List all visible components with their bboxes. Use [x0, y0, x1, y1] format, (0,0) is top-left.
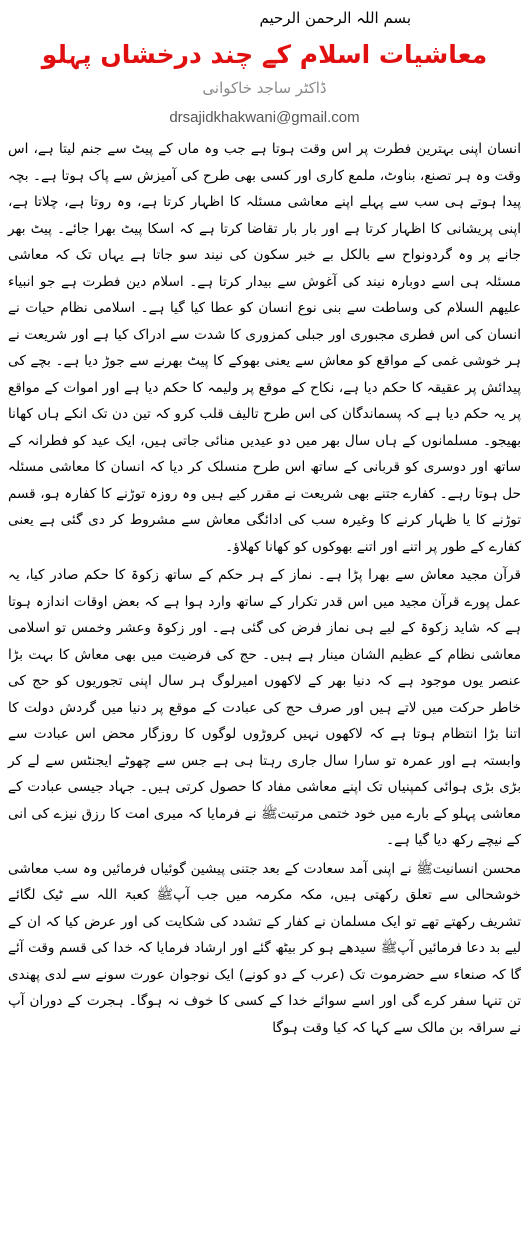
paragraph-2: قرآن مجید معاش سے بھرا پڑا ہے۔ نماز کے ہر حکم کے ساتھ زکوۃ کا حکم صادر کیا، یہ عمل پورے قرآن مجید میں اس قدر تکرار کے ساتھ وارد ہوا ہے کہ بعض اوقات اندازہ ہوتا ہے کہ شاید زکوۃ کے لیے ہی نماز فرض کی گئی ہے۔ اور زکوۃ وعشر وخمس تو اسلامی معاشی نظام کے عظیم الشان مینار ہے ہیں۔ حج کی فرضیت میں بھی معاش کا بہت بڑا عنصر یوں موجود ہے کہ دنیا بھر کے لاکھوں امیرلوگ ہر سال اپنی تجوریوں کو حج کی خاطر حرکت میں لاتے ہیں اور صرف حج کی عبادت کے موقع پر دنیا میں گردش دولت کا اتنا بڑا انتظام ہوتا ہے کہ لاکھوں نہیں کروڑوں لوگوں کا روزگار محض اس عبادت سے وابستہ ہے اور عمرہ تو سارا سال جاری رہتا ہی ہے جس سے چھوٹے ایجنٹس سے لے کر بڑی بڑی ہوائی کمپنیاں تک اپنے معاشی مفاد کا حصول کرتی ہیں۔ جہاد جیسی عبادت کے معاشی پہلو کے بارے میں خود ختمی مرتبتﷺ نے فرمایا کہ میری امت کا رزق نیزے کی انی کے نیچے رکھ دیا گیا ہے۔	[8, 567, 521, 848]
author-email[interactable]: drsajidkhakwani@gmail.com	[169, 109, 360, 126]
article-body	[8, 136, 521, 1041]
bismillah: بسم اللہ الرحمن الرحیم	[259, 9, 411, 27]
author-name: ڈاکٹر ساجد خاکوانی	[202, 79, 327, 97]
article-title: معاشیات اسلام کے چند درخشاں پہلو	[41, 40, 488, 69]
paragraph-1: انسان اپنی بہترین فطرت پر اس وقت ہوتا ہے جب وہ ماں کے پیٹ سے جنم لیتا ہے، اس وقت وہ ہر تصنع، بناوٹ، ملمع کاری اور کسی بھی طرح کی آمیزش سے پاک ہوتا ہے۔ بچہ پیدا ہوتے ہی سب سے پہلے اپنے معاشی مسئلہ کا اظہار کرتا ہے، وہ روتا ہے، چلاتا ہے، اپنی پریشانی کا اظہار کرتا ہے اور بار بار تقاضا کرتا ہے کہ اسکا پیٹ بھرا جائے۔ پیٹ بھر جانے پر وہ گردونواح سے بالکل بے خبر سکون کی نیند سو جاتا ہے یہاں تک کہ معاشی مسئلہ ہی اسے دوبارہ نیند کی آغوش سے بیدار کرتا ہے۔ اسلام دین فطرت ہے جو انبیاء علیھم السلام کی وساطت سے بنی نوع انسان کو عطا کیا گیا ہے۔ اسلامی نظام حیات نے انسان کی اس فطری مجبوری اور جبلی کمزوری کا شدت سے ادراک کیا ہے اور شریعت نے ہر خوشی غمی کے مواقع کو معاش سے یعنی بھوکے کا پیٹ بھرنے سے جوڑ دیا ہے۔ بچے کی پیدائش پر عقیقہ کا حکم دیا ہے، نکاح کے موقع پر ولیمہ کا حکم دیا ہے اور اموات کے مواقع پر یہ حکم دیا ہے کہ پسماندگان کی اس طرح تالیف قلب کرو کہ تین دن تک انکے ہاں کھانا بھیجو۔ مسلمانوں کے ہاں سال بھر میں دو عیدیں منائی جاتی ہیں، ایک عید کو فطرانہ کے ساتھ اور دوسری کو قربانی کے ساتھ اس طرح منسلک کر دیا کہ انسان کا معاشی مسئلہ حل ہوتا رہے۔ کفارے جتنے بھی شریعت نے مقرر کیے ہیں وہ روزہ توڑنے کا کفارہ ہو، قسم توڑنے کا یا ظہار کرنے کا وغیرہ سب کی ادائگی معاش سے مشروط کر دی گئی ہے یعنی کفارے کے طور پر اتنے اور اتنے بھوکوں کو کھانا کھلاؤ۔	[8, 141, 521, 555]
paragraph-3: محسن انسانیتﷺ نے اپنی آمد سعادت کے بعد جتنی پیشین گوئیاں فرمائیں وہ سب معاشی خوشحالی سے تعلق رکھتی ہیں، مکہ مکرمہ میں جب آپﷺ کعبۃ اللہ سے ٹیک لگائے تشریف رکھتے تھے تو ایک مسلمان نے کفار کے تشدد کی شکایت کی اور عرض کیا کہ ان کے لیے بد دعا فرمائیں آپﷺ سیدھے ہو کر بیٹھ گئے اور ارشاد فرمایا کہ خدا کی قسم وقت آئے گا کہ صنعاء سے حضرموت تک (عرب کے دو کونے) ایک نوجوان عورت سونے سے لدی پھندی تن تنہا سفر کرے گی اور اسے سوائے خدا کے کسی کا خوف نہ ہوگا۔ ہجرت کے دوران آپ نے سراقہ بن مالک سے کہا کہ کیا وقت ہوگا	[8, 860, 521, 1036]
